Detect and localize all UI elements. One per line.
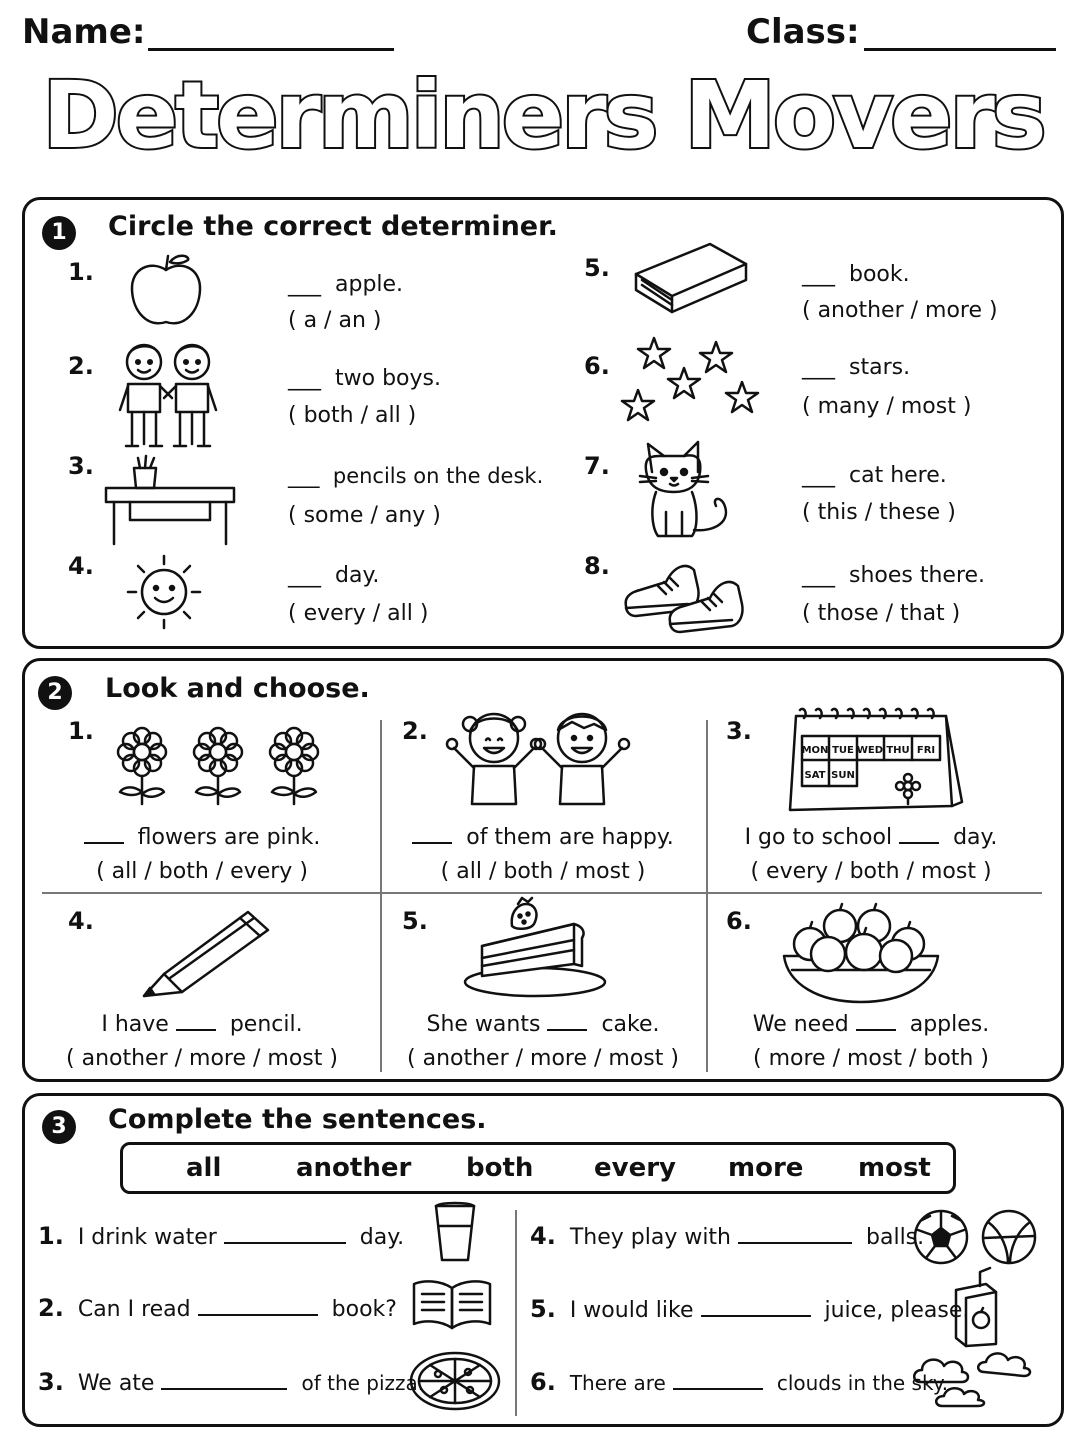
- calendar-day: MON: [801, 745, 829, 756]
- s1-item-8-options[interactable]: ( those / that ): [802, 601, 961, 626]
- s3-item-1-sentence: [38, 1222, 404, 1250]
- s1-item-2-number: 2.: [68, 352, 94, 380]
- s2-item-6-options[interactable]: ( more / most / both ): [753, 1046, 989, 1071]
- item-number: 6.: [530, 1368, 556, 1396]
- section-2-title: Look and choose.: [105, 673, 370, 704]
- sentence-after: flowers are pink.: [137, 825, 321, 850]
- s2-item-3-options[interactable]: ( every / both / most ): [750, 859, 992, 884]
- flowers-icon: [112, 726, 326, 806]
- calendar-day: THU: [886, 745, 910, 756]
- sentence-before: They play with: [569, 1225, 732, 1250]
- s1-item-7-sentence: [802, 463, 947, 488]
- s1-item-6-number: 6.: [584, 352, 610, 380]
- sentence-after: day.: [359, 1225, 405, 1250]
- s2-item-1-number: 1.: [68, 717, 94, 745]
- s2-item-1-options[interactable]: ( all / both / every ): [96, 859, 308, 884]
- section-3-badge: 3: [42, 1110, 76, 1144]
- sentence-text: apple.: [335, 272, 404, 297]
- answer-blank[interactable]: [738, 1242, 852, 1244]
- s3-item-6-sentence: [530, 1368, 948, 1396]
- book-icon: [632, 240, 750, 314]
- happy-kids-icon: [444, 704, 634, 808]
- sentence-before: I drink water: [77, 1225, 217, 1250]
- word-bank-item: all: [186, 1153, 222, 1183]
- s3-item-3-sentence: [38, 1368, 424, 1396]
- sentence-after: of the pizza.: [301, 1371, 425, 1395]
- s2-item-2-number: 2.: [402, 717, 428, 745]
- sentence-before: There are: [569, 1371, 666, 1395]
- sentence-after: day.: [953, 825, 998, 850]
- sentence-before: We ate: [77, 1371, 155, 1396]
- s3-item-2-sentence: [38, 1294, 397, 1322]
- answer-blank[interactable]: [224, 1242, 346, 1244]
- s1-item-3-number: 3.: [68, 452, 94, 480]
- word-bank: [120, 1142, 956, 1194]
- s2-item-2-options[interactable]: ( all / both / most ): [440, 859, 646, 884]
- sentence-after: book?: [331, 1297, 397, 1322]
- shoes-icon: [622, 560, 748, 636]
- column-divider: [515, 1210, 517, 1416]
- s1-item-4-number: 4.: [68, 552, 94, 580]
- sentence-text: pencils on the desk.: [332, 464, 544, 488]
- class-label: Class:: [746, 12, 860, 52]
- s1-item-5-sentence: [802, 262, 910, 287]
- s1-item-8-sentence: [802, 563, 985, 588]
- s3-item-4-sentence: [530, 1222, 924, 1250]
- answer-blank[interactable]: [198, 1314, 318, 1316]
- answer-blank[interactable]: ___: [288, 464, 320, 488]
- worksheet-title: Determiners Movers: [42, 62, 1044, 169]
- open-book-icon: [410, 1278, 494, 1332]
- s1-item-1-number: 1.: [68, 258, 94, 286]
- answer-blank[interactable]: ___: [288, 272, 321, 297]
- word-bank-item: both: [466, 1153, 534, 1183]
- sentence-before: I would like: [569, 1298, 694, 1323]
- sentence-text: two boys.: [335, 366, 441, 391]
- answer-blank[interactable]: [161, 1388, 287, 1390]
- name-input-line[interactable]: [148, 48, 394, 51]
- sentence-after: of them are happy.: [466, 825, 674, 850]
- s1-item-6-options[interactable]: ( many / most ): [802, 394, 972, 419]
- apple-bowl-icon: [780, 900, 942, 1006]
- s2-item-4-options[interactable]: ( another / more / most ): [66, 1046, 338, 1071]
- answer-blank[interactable]: [701, 1315, 811, 1317]
- word-bank-item: more: [728, 1153, 804, 1183]
- section-1-title: Circle the correct determiner.: [108, 211, 558, 242]
- s2-item-4-sentence: [42, 1012, 362, 1037]
- balls-icon: [912, 1208, 1038, 1266]
- class-input-line[interactable]: [864, 48, 1056, 51]
- juice-box-icon: [950, 1270, 1002, 1348]
- sentence-before: I have: [101, 1012, 169, 1037]
- s1-item-2-options[interactable]: ( both / all ): [288, 403, 417, 428]
- s1-item-4-sentence: [288, 563, 379, 588]
- answer-blank[interactable]: ___: [802, 463, 835, 488]
- cake-icon: [462, 896, 608, 1006]
- cat-icon: [636, 432, 736, 540]
- sentence-before: We need: [752, 1012, 849, 1037]
- answer-blank[interactable]: ___: [802, 262, 835, 287]
- calendar-day: FRI: [916, 745, 936, 756]
- desk-icon: [102, 458, 238, 548]
- s3-item-5-sentence: [530, 1295, 969, 1323]
- answer-blank[interactable]: [412, 842, 452, 844]
- answer-blank[interactable]: ___: [288, 563, 321, 588]
- s2-item-3-number: 3.: [726, 717, 752, 745]
- s1-item-5-number: 5.: [584, 254, 610, 282]
- s1-item-1-options[interactable]: ( a / an ): [288, 308, 382, 333]
- s2-item-5-sentence: [382, 1012, 704, 1037]
- s2-item-5-number: 5.: [402, 907, 428, 935]
- calendar-icon: [786, 706, 966, 812]
- clouds-icon: [912, 1346, 1042, 1412]
- two-boys-icon: [116, 340, 220, 452]
- s1-item-8-number: 8.: [584, 552, 610, 580]
- calendar-day: WED: [856, 745, 884, 756]
- s1-item-3-sentence: [288, 464, 543, 488]
- pizza-icon: [408, 1348, 502, 1414]
- calendar-day: SUN: [831, 770, 855, 781]
- s1-item-5-options[interactable]: ( another / more ): [802, 298, 998, 323]
- answer-blank[interactable]: ___: [802, 563, 835, 588]
- glass-icon: [432, 1202, 478, 1264]
- item-number: 5.: [530, 1295, 556, 1323]
- sentence-text: book.: [849, 262, 910, 287]
- sentence-text: day.: [335, 563, 380, 588]
- grid-divider: [42, 892, 1042, 894]
- s2-item-5-options[interactable]: ( another / more / most ): [407, 1046, 679, 1071]
- answer-blank[interactable]: ___: [802, 355, 835, 380]
- s1-item-1-sentence: [288, 272, 403, 297]
- sentence-after: balls.: [866, 1225, 925, 1250]
- section-2-badge: 2: [38, 676, 72, 710]
- s2-item-6-sentence: [708, 1012, 1034, 1037]
- word-bank-item: most: [858, 1153, 931, 1183]
- sentence-text: cat here.: [849, 463, 947, 488]
- sentence-after: pencil.: [229, 1012, 303, 1037]
- section-3-title: Complete the sentences.: [108, 1104, 487, 1135]
- name-label: Name:: [22, 12, 146, 52]
- sun-icon: [124, 552, 204, 632]
- answer-blank[interactable]: [84, 842, 124, 844]
- s1-item-4-options[interactable]: ( every / all ): [288, 601, 429, 626]
- s2-item-6-number: 6.: [726, 907, 752, 935]
- sentence-before: I go to school: [744, 825, 893, 850]
- sentence-before: She wants: [426, 1012, 541, 1037]
- pencil-icon: [140, 908, 274, 1000]
- s1-item-7-number: 7.: [584, 452, 610, 480]
- answer-blank[interactable]: [856, 1029, 896, 1031]
- s2-item-4-number: 4.: [68, 907, 94, 935]
- item-number: 4.: [530, 1222, 556, 1250]
- sentence-text: stars.: [849, 355, 911, 380]
- sentence-after: juice, please.: [824, 1298, 970, 1323]
- sentence-before: Can I read: [77, 1297, 191, 1322]
- stars-icon: [618, 334, 764, 426]
- s2-item-1-sentence: [42, 825, 362, 850]
- s1-item-6-sentence: [802, 355, 910, 380]
- sentence-after: clouds in the sky.: [776, 1371, 949, 1395]
- sentence-text: shoes there.: [849, 563, 986, 588]
- answer-blank[interactable]: [176, 1029, 216, 1031]
- apple-icon: [126, 250, 206, 330]
- answer-blank[interactable]: ___: [288, 366, 321, 391]
- s1-item-2-sentence: [288, 366, 441, 391]
- s2-item-2-sentence: [382, 825, 704, 850]
- answer-blank[interactable]: [899, 842, 939, 844]
- section-1-badge: 1: [42, 216, 76, 250]
- s2-item-3-sentence: [708, 825, 1034, 850]
- calendar-day: TUE: [832, 745, 854, 756]
- item-number: 2.: [38, 1294, 64, 1322]
- sentence-after: apples.: [909, 1012, 990, 1037]
- calendar-day: SAT: [804, 770, 826, 781]
- item-number: 1.: [38, 1222, 64, 1250]
- answer-blank[interactable]: [673, 1388, 763, 1390]
- sentence-after: cake.: [601, 1012, 660, 1037]
- s1-item-7-options[interactable]: ( this / these ): [802, 500, 956, 525]
- item-number: 3.: [38, 1368, 64, 1396]
- word-bank-item: every: [594, 1153, 676, 1183]
- answer-blank[interactable]: [547, 1029, 587, 1031]
- word-bank-item: another: [296, 1153, 412, 1183]
- s1-item-3-options[interactable]: ( some / any ): [288, 503, 441, 528]
